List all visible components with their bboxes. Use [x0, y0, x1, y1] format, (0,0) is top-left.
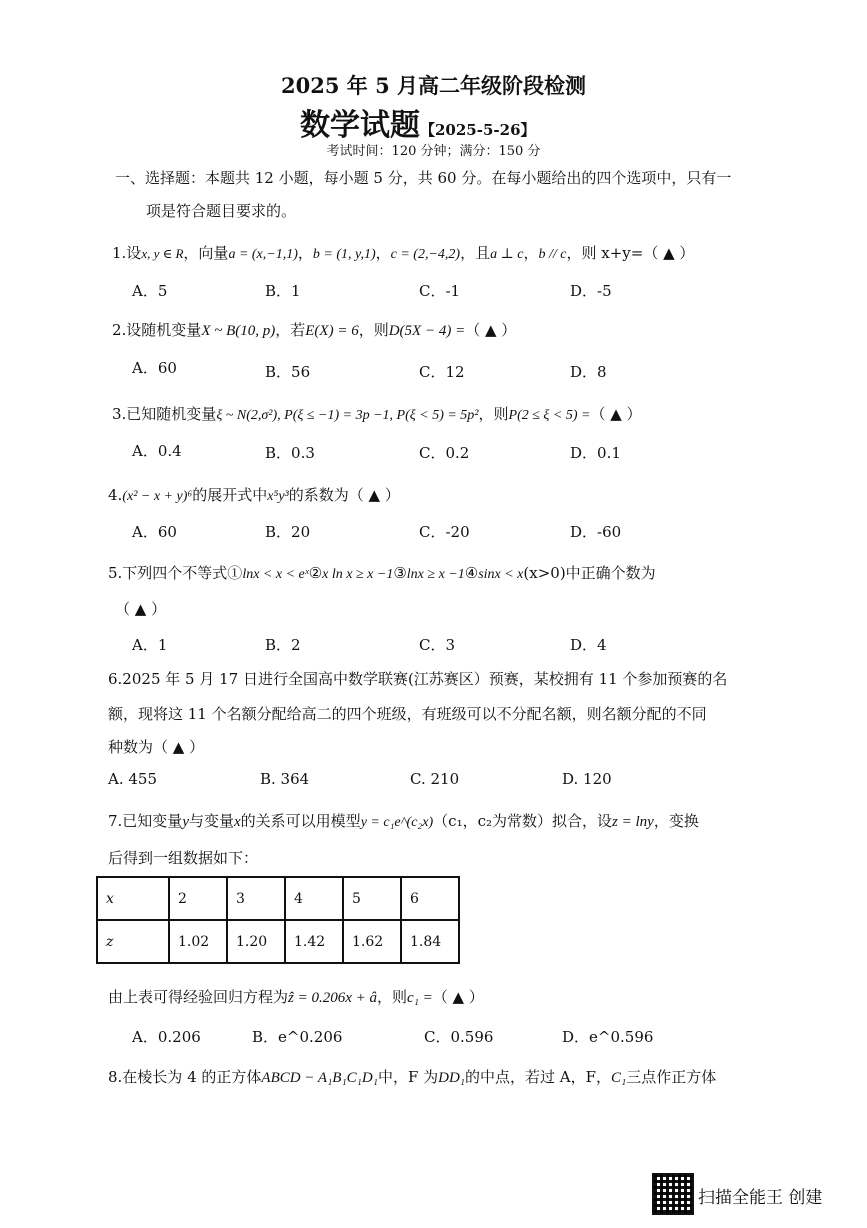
- q7-option-d: D．e^0.596: [562, 1028, 654, 1046]
- q3-option-b: B．0.3: [265, 444, 315, 462]
- q2-text-a: 2.设随机变量: [112, 321, 202, 339]
- q5-text-i: (x>0)中正确个数为: [523, 564, 656, 582]
- q1-text-d: a = (x,−1,1): [228, 247, 298, 262]
- q5-text-g: ④: [464, 564, 479, 582]
- q6-option-c: C. 210: [410, 770, 460, 788]
- q2-option-c: C．12: [419, 363, 465, 381]
- q7-after-d: c₁ =: [407, 990, 433, 1006]
- q1-text-m: ，则 x+y=（ ▲ ）: [566, 244, 695, 262]
- q7-after-b: ẑ = 0.206x + â: [288, 990, 378, 1006]
- q5-text-e: ③: [393, 564, 407, 582]
- q3-option-a: A．0.4: [132, 442, 182, 460]
- q1-text-c: ，向量: [183, 244, 229, 262]
- q7-text-a: 7.已知变量: [108, 812, 183, 830]
- q2-text-f: D(5X − 4) =: [388, 323, 466, 339]
- q7-text-e: 的关系可以用模型: [240, 812, 361, 830]
- q4-text-d: x⁵y³: [267, 489, 289, 504]
- q1-option-a: A．5: [132, 282, 168, 300]
- q7-after-a: 由上表可得经验回归方程为: [108, 988, 289, 1006]
- q7-text-f: y = c₁e^(c₂x): [360, 815, 434, 830]
- question-5: [108, 562, 656, 583]
- q5-text-b: lnx < x < eˣ: [242, 567, 309, 582]
- q1-text-e: ，: [297, 244, 313, 262]
- q6-line2: 额，现将这 11 个名额分配给高二的四个班级，有班级可以不分配名额，则名额分配的不同: [108, 705, 707, 723]
- q5-option-d: D．4: [570, 636, 607, 654]
- question-7: [108, 810, 699, 831]
- q1-option-b: B．1: [265, 282, 301, 300]
- q1-text-j: a ⊥ c: [490, 247, 524, 262]
- q6-line1: 6.2025 年 5 月 17 日进行全国高中数学联赛(江苏赛区）预赛，某校拥有 11 个参加预赛的名: [108, 670, 728, 688]
- q4-option-c: C．-20: [419, 523, 470, 541]
- q5-text-c: ②: [308, 564, 323, 582]
- table-row: [97, 877, 459, 920]
- section1-heading-line2: 项是符合题目要求的。: [146, 202, 297, 220]
- table-cell: 3: [227, 877, 285, 920]
- q8-text-d: DD₁: [438, 1070, 466, 1086]
- q4-text-b: (x² − x + y)⁶: [122, 489, 193, 504]
- q7-regression-line: [108, 986, 484, 1007]
- q7-text-d: x: [234, 814, 241, 830]
- question-8: [108, 1066, 716, 1087]
- question-4: [108, 484, 400, 505]
- table-cell: z: [97, 920, 169, 963]
- q1-text-i: ，且: [460, 244, 491, 262]
- table-cell: 1.20: [227, 920, 285, 963]
- q1-text-f: b = (1, y,1): [312, 247, 376, 262]
- qr-code-icon: [652, 1173, 694, 1215]
- q8-text-b: ABCD − A₁B₁C₁D₁: [261, 1070, 378, 1086]
- q4-text-e: 的系数为（ ▲ ）: [288, 486, 400, 504]
- question-2: [112, 319, 516, 340]
- table-cell: 4: [285, 877, 343, 920]
- q2-text-d: E(X) = 6: [305, 323, 359, 339]
- q4-text-a: 4.: [108, 486, 123, 504]
- q1-text-k: ，: [523, 244, 539, 262]
- q2-text-g: （ ▲ ）: [465, 321, 517, 339]
- q4-text-c: 的展开式中: [192, 486, 268, 504]
- subject-name: 数学试题: [300, 108, 420, 143]
- q5-text-a: 5.下列四个不等式①: [108, 564, 243, 582]
- q7-line2: 后得到一组数据如下：: [108, 849, 259, 867]
- q3-text-b: ξ ~ N(2,σ²), P(ξ ≤ −1) = 3p −1, P(ξ < 5) = 5p²: [216, 408, 479, 423]
- q3-option-c: C．0.2: [419, 444, 470, 462]
- q3-text-c: ，则: [478, 405, 509, 423]
- q7-text-i: ，变换: [653, 812, 699, 830]
- table-cell: x: [97, 877, 169, 920]
- table-cell: 2: [169, 877, 227, 920]
- q6-option-b: B. 364: [260, 770, 310, 788]
- q7-text-g: （c₁，c₂为常数）拟合，设: [433, 812, 613, 830]
- section1-heading-line1: 一、选择题：本题共 12 小题，每小题 5 分，共 60 分。在每小题给出的四个选项中，只有一: [115, 169, 732, 187]
- table-cell: 5: [343, 877, 401, 920]
- q6-option-d: D. 120: [562, 770, 612, 788]
- exam-date: 【2025-5-26】: [420, 121, 536, 139]
- q1-text-g: ，: [375, 244, 391, 262]
- q4-option-b: B．20: [265, 523, 311, 541]
- q1-text-h: c = (2,−4,2): [390, 247, 461, 262]
- q5-text-f: lnx ≥ x −1: [406, 567, 465, 582]
- q7-option-c: C．0.596: [424, 1028, 494, 1046]
- q1-text-b: x, y ∈ R: [141, 246, 184, 261]
- q3-option-d: D．0.1: [570, 444, 621, 462]
- q7-text-c: 与变量: [188, 812, 234, 830]
- q7-option-a: A．0.206: [132, 1028, 201, 1046]
- q1-text-a: 1.设: [112, 244, 142, 262]
- q3-text-d: P(2 ≤ ξ < 5) =: [508, 408, 591, 423]
- q2-option-d: D．8: [570, 363, 607, 381]
- table-cell: 1.84: [401, 920, 459, 963]
- q2-option-a: A．60: [132, 359, 177, 377]
- scanner-watermark: 扫描全能王 创建: [698, 1188, 823, 1208]
- q7-after-c: ，则: [377, 988, 408, 1006]
- q8-text-c: 中，F 为: [377, 1068, 439, 1086]
- q4-option-d: D．-60: [570, 523, 622, 541]
- q7-option-b: B．e^0.206: [252, 1028, 343, 1046]
- q3-text-a: 3.已知随机变量: [112, 405, 217, 423]
- q7-text-b: y: [182, 814, 189, 830]
- exam-title: 2025 年 5 月高二年级阶段检测: [281, 73, 586, 98]
- time-score-info: 考试时间：120 分钟；满分：150 分: [326, 144, 541, 159]
- table-cell: 6: [401, 877, 459, 920]
- q7-after-e: （ ▲ ）: [432, 988, 484, 1006]
- q5-text-d: x ln x ≥ x −1: [322, 567, 394, 582]
- q8-text-f: C₁: [611, 1070, 627, 1086]
- q8-text-g: 三点作正方体: [626, 1068, 717, 1086]
- q5-option-b: B．2: [265, 636, 301, 654]
- q8-text-e: 的中点，若过 A，F，: [465, 1068, 612, 1086]
- question-1: [112, 242, 694, 263]
- q6-option-a: A. 455: [108, 770, 157, 788]
- q7-data-table: [96, 876, 460, 964]
- q8-text-a: 8.在棱长为 4 的正方体: [108, 1068, 262, 1086]
- q2-text-e: ，则: [358, 321, 389, 339]
- q7-text-h: z = lny: [612, 814, 654, 830]
- q3-text-e: （ ▲ ）: [590, 405, 642, 423]
- q4-option-a: A．60: [132, 523, 177, 541]
- table-cell: 1.42: [285, 920, 343, 963]
- q1-option-d: D．-5: [570, 282, 612, 300]
- q5-option-c: C．3: [419, 636, 456, 654]
- q5-text-h: sinx < x: [478, 567, 524, 582]
- q2-option-b: B．56: [265, 363, 311, 381]
- table-cell: 1.62: [343, 920, 401, 963]
- q6-line3: 种数为（ ▲ ）: [108, 738, 205, 756]
- q5-option-a: A．1: [132, 636, 168, 654]
- table-cell: 1.02: [169, 920, 227, 963]
- q1-text-l: b // c: [538, 247, 567, 262]
- q5-answer-blank: （ ▲ ）: [115, 600, 167, 618]
- q2-text-c: ，若: [275, 321, 306, 339]
- table-row: [97, 920, 459, 963]
- subject-title: [300, 100, 536, 144]
- q1-option-c: C．-1: [419, 282, 461, 300]
- q2-text-b: X ~ B(10, p): [201, 323, 276, 339]
- question-3: [112, 403, 642, 424]
